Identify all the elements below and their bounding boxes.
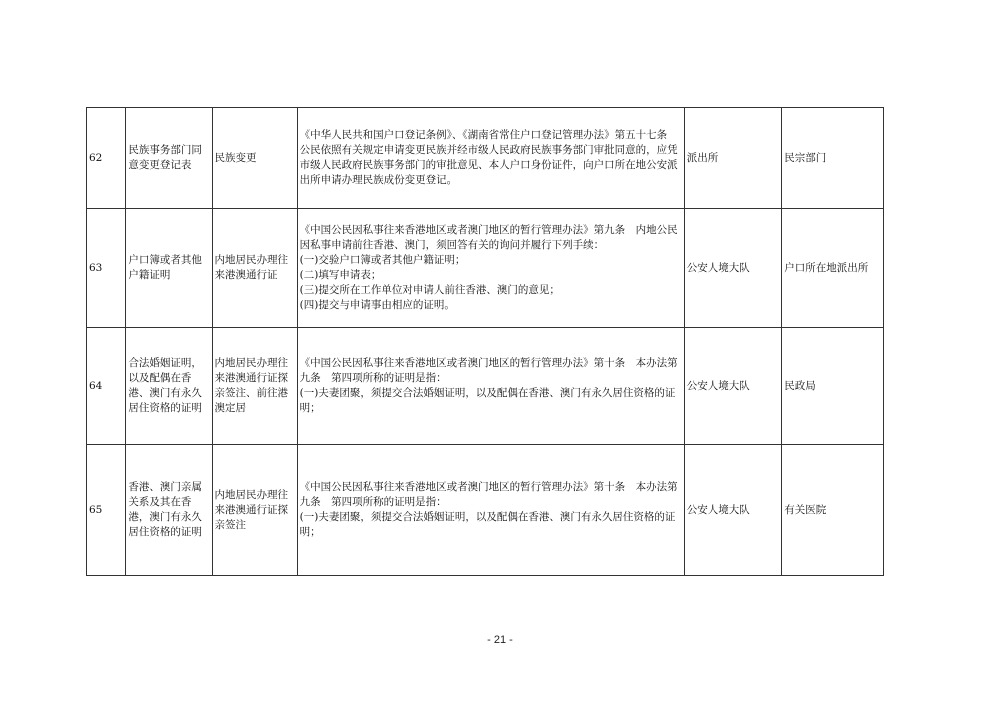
issuing-department: 民宗部门 bbox=[782, 108, 884, 209]
handling-department: 公安人境大队 bbox=[684, 445, 782, 576]
table-row bbox=[87, 445, 884, 576]
issuing-department: 有关医院 bbox=[782, 445, 884, 576]
table-row bbox=[87, 108, 884, 209]
basis-text: (一)交验户口簿或者其他户籍证明； bbox=[299, 254, 466, 266]
basis-text: 《中国公民因私事往来香港地区或者澳门地区的暂行管理办法》第十条 本办法第九条 第四项所称的证明是指： bbox=[299, 357, 678, 384]
issuing-department: 民政局 bbox=[782, 328, 884, 445]
legal-basis bbox=[297, 209, 684, 328]
handling-department: 公安人境大队 bbox=[684, 209, 782, 328]
legal-basis bbox=[297, 328, 684, 445]
handling-department: 公安人境大队 bbox=[684, 328, 782, 445]
handling-department: 派出所 bbox=[684, 108, 782, 209]
row-number: 65 bbox=[87, 445, 126, 576]
basis-text: 《中华人民共和国户口登记条例》、《湖南省常住户口登记管理办法》第五十七条 公民依照有关规定申请变更民族并经市级人民政府民族事务部门审批同意的，应凭市级人民政府民族事务部门的审批意见、本人户口身份证件，向户口所在地公安派出所申请办理民族成份变更登记。 bbox=[299, 129, 678, 186]
legal-basis bbox=[297, 445, 684, 576]
basis-text: (四)提交与申请事由相应的证明。 bbox=[299, 299, 455, 311]
service-item: 内地居民办理往来港澳通行证探亲签注、前往港澳定居 bbox=[212, 328, 297, 445]
issuing-department: 户口所在地派出所 bbox=[782, 209, 884, 328]
row-number: 63 bbox=[87, 209, 126, 328]
material-name: 户口簿或者其他户籍证明 bbox=[126, 209, 212, 328]
basis-text: 《中国公民因私事往来香港地区或者澳门地区的暂行管理办法》第十条 本办法第九条 第四项所称的证明是指： bbox=[299, 481, 678, 508]
document-table bbox=[86, 107, 884, 576]
basis-text: (一)夫妻团聚，须提交合法婚姻证明，以及配偶在香港、澳门有永久居住资格的证明； bbox=[299, 387, 676, 414]
material-name: 香港、澳门亲属关系及其在香港，澳门有永久居住资格的证明 bbox=[126, 445, 212, 576]
material-name: 民族事务部门同意变更登记表 bbox=[126, 108, 212, 209]
basis-text: (三)提交所在工作单位对申请人前往香港、澳门的意见； bbox=[299, 284, 560, 296]
table-row bbox=[87, 209, 884, 328]
service-item: 民族变更 bbox=[212, 108, 297, 209]
basis-text: (一)夫妻团聚，须提交合法婚姻证明，以及配偶在香港、澳门有永久居住资格的证明； bbox=[299, 511, 676, 538]
material-name: 合法婚姻证明，以及配偶在香港、澳门有永久居住资格的证明 bbox=[126, 328, 212, 445]
row-number: 64 bbox=[87, 328, 126, 445]
row-number: 62 bbox=[87, 108, 126, 209]
table-row bbox=[87, 328, 884, 445]
basis-text: (二)填写申请表； bbox=[299, 269, 382, 281]
basis-text: 《中国公民因私事往来香港地区或者澳门地区的暂行管理办法》第九条 内地公民因私事申请前往香港、澳门，须回答有关的询问并履行下列手续： bbox=[299, 224, 678, 251]
service-item: 内地居民办理往来港澳通行证探亲签注 bbox=[212, 445, 297, 576]
service-item: 内地居民办理往来港澳通行证 bbox=[212, 209, 297, 328]
legal-basis bbox=[297, 108, 684, 209]
page-number: - 21 - bbox=[487, 634, 513, 646]
